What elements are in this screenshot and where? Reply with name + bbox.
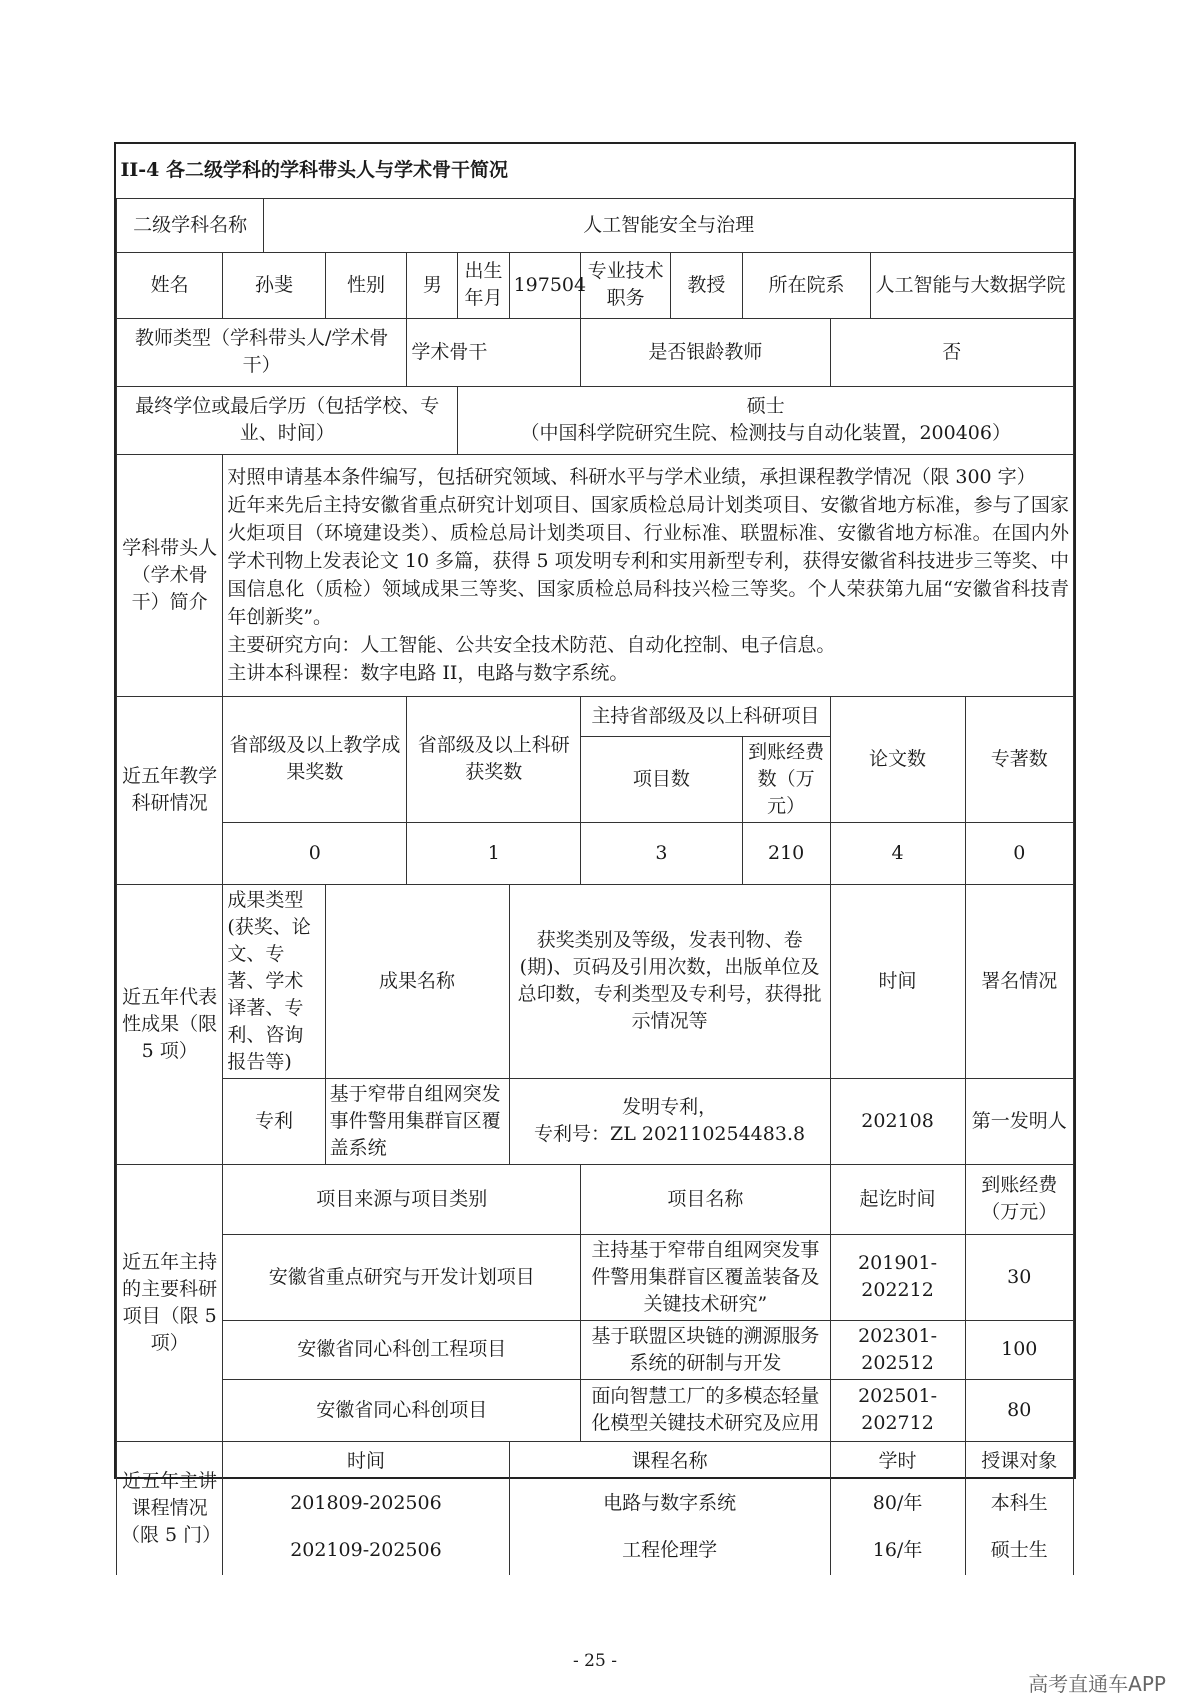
courses-h-time: 时间 bbox=[223, 1441, 509, 1481]
name-value: 孙斐 bbox=[223, 252, 325, 318]
project-row bbox=[117, 1320, 1074, 1379]
watermark: 高考直通车APP bbox=[1028, 1672, 1166, 1696]
gender-value: 男 bbox=[407, 252, 458, 318]
profile-body: 近年来先后主持安徽省重点研究计划项目、国家质检总局计划类项目、安徽省地方标准，参与了国家火炬项目（环境建设类）、质检总局计划类项目、行业标准、联盟标准、安徽省地方标准。在国内外学术刊物上发表论文 10 多篇，获得 5 项发明专利和实用新型专利，获得安徽省科技进步三等奖、中国信息化（质检）领域成果三等奖、国家质检总局科技兴检三等奖。个人荣获第九届“安徽省科技青年创新奖”。 bbox=[227, 494, 1069, 628]
project-period: 201901-202212 bbox=[830, 1234, 965, 1320]
stats-label: 近五年教学科研情况 bbox=[117, 696, 223, 884]
stats-h-research-award: 省部级及以上科研获奖数 bbox=[407, 696, 581, 822]
degree-label: 最终学位或最后学历（包括学校、专业、时间） bbox=[117, 386, 458, 454]
profile-content bbox=[223, 454, 1074, 696]
degree-value bbox=[458, 386, 1074, 454]
achievement-type: 专利 bbox=[223, 1078, 325, 1164]
project-row bbox=[117, 1379, 1074, 1441]
achievement-sign: 第一发明人 bbox=[965, 1078, 1073, 1164]
profile-label: 学科带头人（学术骨干）简介 bbox=[117, 454, 223, 696]
stats-h-projects-group: 主持省部级及以上科研项目 bbox=[581, 696, 830, 736]
stats-project-count: 3 bbox=[581, 822, 743, 884]
course-hours: 16/年 bbox=[830, 1525, 965, 1575]
project-period: 202501-202712 bbox=[830, 1379, 965, 1441]
achievement-detail-line2: 专利号：ZL 202110254483.8 bbox=[534, 1123, 806, 1145]
courses-h-target: 授课对象 bbox=[965, 1441, 1073, 1481]
teacher-type-value: 学术骨干 bbox=[407, 318, 581, 386]
degree-line1: 硕士 bbox=[746, 395, 785, 417]
achievements-label: 近五年代表性成果（限 5 项） bbox=[117, 884, 223, 1164]
project-source: 安徽省同心科创工程项目 bbox=[223, 1320, 581, 1379]
projects-label: 近五年主持的主要科研项目（限 5 项） bbox=[117, 1164, 223, 1441]
dept-value: 人工智能与大数据学院 bbox=[871, 252, 1074, 318]
stats-h-funding: 到账经费数（万元） bbox=[742, 736, 830, 822]
stats-teaching-award: 0 bbox=[223, 822, 407, 884]
project-row bbox=[117, 1234, 1074, 1320]
stats-h-papers: 论文数 bbox=[830, 696, 965, 822]
course-hours: 80/年 bbox=[830, 1481, 965, 1525]
project-funding: 80 bbox=[965, 1379, 1073, 1441]
achievements-h-name: 成果名称 bbox=[325, 884, 509, 1078]
course-name: 工程伦理学 bbox=[509, 1525, 830, 1575]
projects-h-funding: 到账经费（万元） bbox=[965, 1164, 1073, 1234]
course-time: 201809-202506 bbox=[223, 1481, 509, 1525]
course-time: 202109-202506 bbox=[223, 1525, 509, 1575]
project-funding: 100 bbox=[965, 1320, 1073, 1379]
projects-h-source: 项目来源与项目类别 bbox=[223, 1164, 581, 1234]
silver-value: 否 bbox=[830, 318, 1073, 386]
silver-label: 是否银龄教师 bbox=[581, 318, 830, 386]
subject-label: 二级学科名称 bbox=[117, 198, 264, 252]
profile-instruction: 对照申请基本条件编写，包括研究领域、科研水平与学术业绩，承担课程教学情况（限 300 字） bbox=[227, 466, 1036, 488]
project-source: 安徽省同心科创项目 bbox=[223, 1379, 581, 1441]
dept-label: 所在院系 bbox=[742, 252, 871, 318]
degree-line2: （中国科学院研究生院、检测技与自动化装置，200406） bbox=[520, 422, 1011, 444]
project-name: 基于联盟区块链的溯源服务系统的研制与开发 bbox=[581, 1320, 830, 1379]
achievements-h-type: 成果类型(获奖、论文、专著、学术译著、专利、咨询报告等) bbox=[223, 884, 325, 1078]
stats-h-books: 专著数 bbox=[965, 696, 1073, 822]
name-label: 姓名 bbox=[117, 252, 223, 318]
course-row bbox=[117, 1525, 1074, 1575]
gender-label: 性别 bbox=[325, 252, 407, 318]
course-target: 硕士生 bbox=[965, 1525, 1073, 1575]
project-funding: 30 bbox=[965, 1234, 1073, 1320]
birth-label: 出生年月 bbox=[458, 252, 509, 318]
subject-value: 人工智能安全与治理 bbox=[264, 198, 1074, 252]
project-source: 安徽省重点研究与开发计划项目 bbox=[223, 1234, 581, 1320]
stats-research-award: 1 bbox=[407, 822, 581, 884]
achievement-name: 基于窄带自组网突发事件警用集群盲区覆盖系统 bbox=[325, 1078, 509, 1164]
stats-papers: 4 bbox=[830, 822, 965, 884]
profile-courses: 主讲本科课程：数字电路 II，电路与数字系统。 bbox=[227, 662, 629, 684]
courses-label: 近五年主讲课程情况（限 5 门） bbox=[117, 1441, 223, 1575]
stats-h-teaching-award: 省部级及以上教学成果奖数 bbox=[223, 696, 407, 822]
projects-h-name: 项目名称 bbox=[581, 1164, 830, 1234]
page-number: - 25 - bbox=[573, 1651, 617, 1671]
course-name: 电路与数字系统 bbox=[509, 1481, 830, 1525]
stats-h-project-count: 项目数 bbox=[581, 736, 743, 822]
title-label: 专业技术职务 bbox=[581, 252, 671, 318]
course-target: 本科生 bbox=[965, 1481, 1073, 1525]
profile-research: 主要研究方向：人工智能、公共安全技术防范、自动化控制、电子信息。 bbox=[227, 634, 836, 656]
stats-funding: 210 bbox=[742, 822, 830, 884]
birth-value: 197504 bbox=[509, 252, 581, 318]
project-name: 主持基于窄带自组网突发事件警用集群盲区覆盖装备及关键技术研究” bbox=[581, 1234, 830, 1320]
achievement-time: 202108 bbox=[830, 1078, 965, 1164]
discipline-table bbox=[116, 144, 1074, 1575]
courses-h-name: 课程名称 bbox=[509, 1441, 830, 1481]
project-period: 202301-202512 bbox=[830, 1320, 965, 1379]
stats-books: 0 bbox=[965, 822, 1073, 884]
title-value: 教授 bbox=[671, 252, 743, 318]
project-name: 面向智慧工厂的多模态轻量化模型关键技术研究及应用 bbox=[581, 1379, 830, 1441]
projects-h-period: 起讫时间 bbox=[830, 1164, 965, 1234]
achievements-h-sign: 署名情况 bbox=[965, 884, 1073, 1078]
courses-h-hours: 学时 bbox=[830, 1441, 965, 1481]
achievements-h-time: 时间 bbox=[830, 884, 965, 1078]
teacher-type-label: 教师类型（学科带头人/学术骨干） bbox=[117, 318, 407, 386]
course-row bbox=[117, 1481, 1074, 1525]
form-frame bbox=[114, 142, 1076, 1561]
achievements-h-detail: 获奖类别及等级，发表刊物、卷(期)、页码及引用次数，出版单位及总印数，专利类型及专利号，获得批示情况等 bbox=[509, 884, 830, 1078]
achievement-detail bbox=[509, 1078, 830, 1164]
achievement-detail-line1: 发明专利， bbox=[622, 1096, 718, 1118]
section-title: II-4 各二级学科的学科带头人与学术骨干简况 bbox=[117, 144, 1074, 198]
